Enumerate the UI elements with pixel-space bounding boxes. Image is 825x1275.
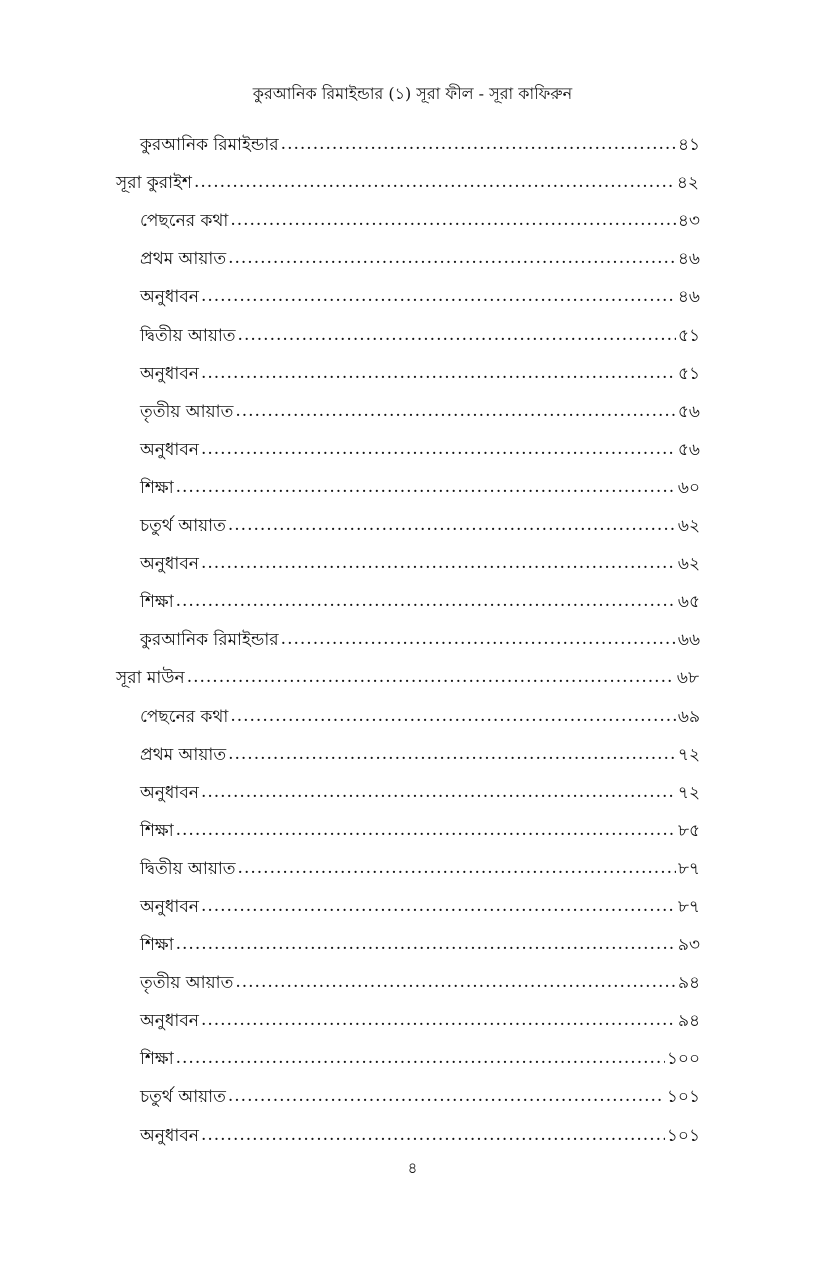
toc-entry-page: ৫৬ [677, 401, 700, 422]
toc-entry-page: ৫১ [677, 363, 700, 384]
toc-entry-page: ৮৭ [677, 858, 700, 879]
toc-entry [140, 773, 700, 811]
toc-entry [140, 468, 700, 506]
toc-entry-page: ৮৭ [677, 896, 700, 917]
table-of-contents [0, 125, 825, 1154]
toc-entry [140, 582, 700, 620]
toc-entry-title: কুরআনিক রিমাইন্ডার [140, 135, 279, 156]
toc-entry-page: ৬৬ [677, 630, 700, 651]
toc-entry [140, 430, 700, 468]
toc-entry [140, 925, 700, 963]
toc-entry [140, 696, 700, 734]
toc-entry [140, 354, 700, 392]
toc-entry-page: ৫১ [677, 325, 700, 346]
toc-entry [140, 506, 700, 544]
toc-dot-leader [187, 665, 675, 689]
toc-entry-page: ৯৩ [677, 935, 700, 956]
toc-entry [140, 125, 700, 163]
toc-dot-leader [228, 246, 676, 270]
toc-dot-leader [176, 932, 676, 956]
toc-entry-title: শিক্ষা [140, 935, 174, 956]
toc-entry-title: দ্বিতীয় আয়াত [140, 325, 236, 346]
toc-entry-title: অনুধাবন [140, 782, 199, 803]
toc-entry [140, 239, 700, 277]
toc-dot-leader [228, 1084, 665, 1108]
toc-entry-page: ৭২ [677, 782, 700, 803]
toc-entry-title: দ্বিতীয় আয়াত [140, 858, 236, 879]
toc-entry-page: ৮৫ [677, 820, 700, 841]
toc-entry [140, 849, 700, 887]
toc-dot-leader [201, 894, 676, 918]
toc-entry-page: ১০১ [666, 1125, 700, 1146]
toc-entry-page: ৬৯ [677, 706, 700, 727]
toc-dot-leader [201, 284, 676, 308]
toc-entry [140, 392, 700, 430]
toc-entry-title: তৃতীয় আয়াত [140, 973, 234, 994]
toc-entry-title: পেছনের কথা [140, 706, 229, 727]
toc-entry-title: চতুর্থ আয়াত [140, 1087, 226, 1108]
toc-entry [140, 1077, 700, 1115]
toc-entry [140, 1039, 700, 1077]
toc-entry-page: ৪৩ [677, 211, 700, 232]
page-number: ৪ [407, 1159, 418, 1177]
toc-entry [140, 315, 700, 353]
toc-entry-page: ৬২ [677, 516, 700, 537]
toc-entry-title: অনুধাবন [140, 287, 199, 308]
toc-entry-title: শিক্ষা [140, 592, 174, 613]
toc-dot-leader [201, 780, 676, 804]
toc-dot-leader [201, 437, 676, 461]
toc-entry-page: ১০০ [666, 1049, 700, 1070]
toc-entry-title: সূরা কুরাইশ [116, 173, 192, 194]
toc-dot-leader [201, 1123, 665, 1147]
toc-entry-title: অনুধাবন [140, 439, 199, 460]
toc-section-heading [116, 163, 699, 201]
toc-entry [140, 1001, 700, 1039]
toc-entry-title: শিক্ষা [140, 820, 174, 841]
toc-dot-leader [235, 970, 676, 994]
toc-dot-leader [230, 704, 676, 728]
toc-entry-title: তৃতীয় আয়াত [140, 401, 234, 422]
toc-entry-title: অনুধাবন [140, 1011, 199, 1032]
toc-entry [140, 963, 700, 1001]
toc-dot-leader [201, 1008, 676, 1032]
toc-entry-page: ৯৪ [677, 1011, 700, 1032]
toc-entry-title: পেছনের কথা [140, 211, 229, 232]
toc-entry-page: ৪৬ [677, 287, 700, 308]
toc-entry-page: ৯৪ [677, 973, 700, 994]
toc-section-heading [116, 658, 699, 696]
toc-entry-page: ৭২ [677, 744, 700, 765]
toc-dot-leader [201, 361, 676, 385]
toc-entry-page: ৪১ [677, 135, 700, 156]
toc-dot-leader [230, 208, 676, 232]
toc-entry [140, 735, 700, 773]
running-header: কুরআনিক রিমাইন্ডার (১) সূরা ফীল - সূরা কাফিরুন [252, 84, 573, 103]
toc-entry-title: অনুধাবন [140, 896, 199, 917]
toc-entry-title: প্রথম আয়াত [140, 744, 227, 765]
toc-entry-title: প্রথম আয়াত [140, 249, 227, 270]
toc-entry-title: শিক্ষা [140, 1049, 174, 1070]
toc-entry [140, 811, 700, 849]
toc-entry [140, 1115, 700, 1153]
toc-dot-leader [176, 475, 676, 499]
toc-dot-leader [194, 170, 675, 194]
toc-dot-leader [281, 132, 676, 156]
toc-entry-title: সূরা মাউন [116, 668, 185, 689]
toc-entry [140, 201, 700, 239]
toc-entry-title: অনুধাবন [140, 1125, 199, 1146]
toc-entry-page: ৫৬ [677, 439, 700, 460]
toc-entry-page: ৬৮ [676, 668, 699, 689]
toc-dot-leader [228, 742, 676, 766]
toc-entry [140, 620, 700, 658]
toc-entry-page: ১০১ [666, 1087, 700, 1108]
toc-entry-page: ৬৫ [677, 592, 700, 613]
toc-entry-title: কুরআনিক রিমাইন্ডার [140, 630, 279, 651]
toc-entry-page: ৪৬ [677, 249, 700, 270]
toc-entry [140, 277, 700, 315]
toc-entry-title: অনুধাবন [140, 363, 199, 384]
toc-entry-title: অনুধাবন [140, 554, 199, 575]
toc-entry-title: শিক্ষা [140, 477, 174, 498]
toc-dot-leader [176, 818, 676, 842]
toc-dot-leader [201, 551, 676, 575]
toc-entry [140, 544, 700, 582]
toc-entry-page: ৬২ [677, 554, 700, 575]
toc-entry [140, 887, 700, 925]
toc-entry-page: ৬০ [677, 477, 700, 498]
toc-dot-leader [228, 513, 676, 537]
toc-dot-leader [176, 1046, 665, 1070]
toc-dot-leader [235, 399, 676, 423]
toc-dot-leader [281, 627, 676, 651]
toc-dot-leader [176, 589, 676, 613]
toc-dot-leader [238, 323, 676, 347]
toc-entry-page: ৪২ [676, 173, 699, 194]
toc-dot-leader [238, 856, 676, 880]
toc-entry-title: চতুর্থ আয়াত [140, 516, 226, 537]
